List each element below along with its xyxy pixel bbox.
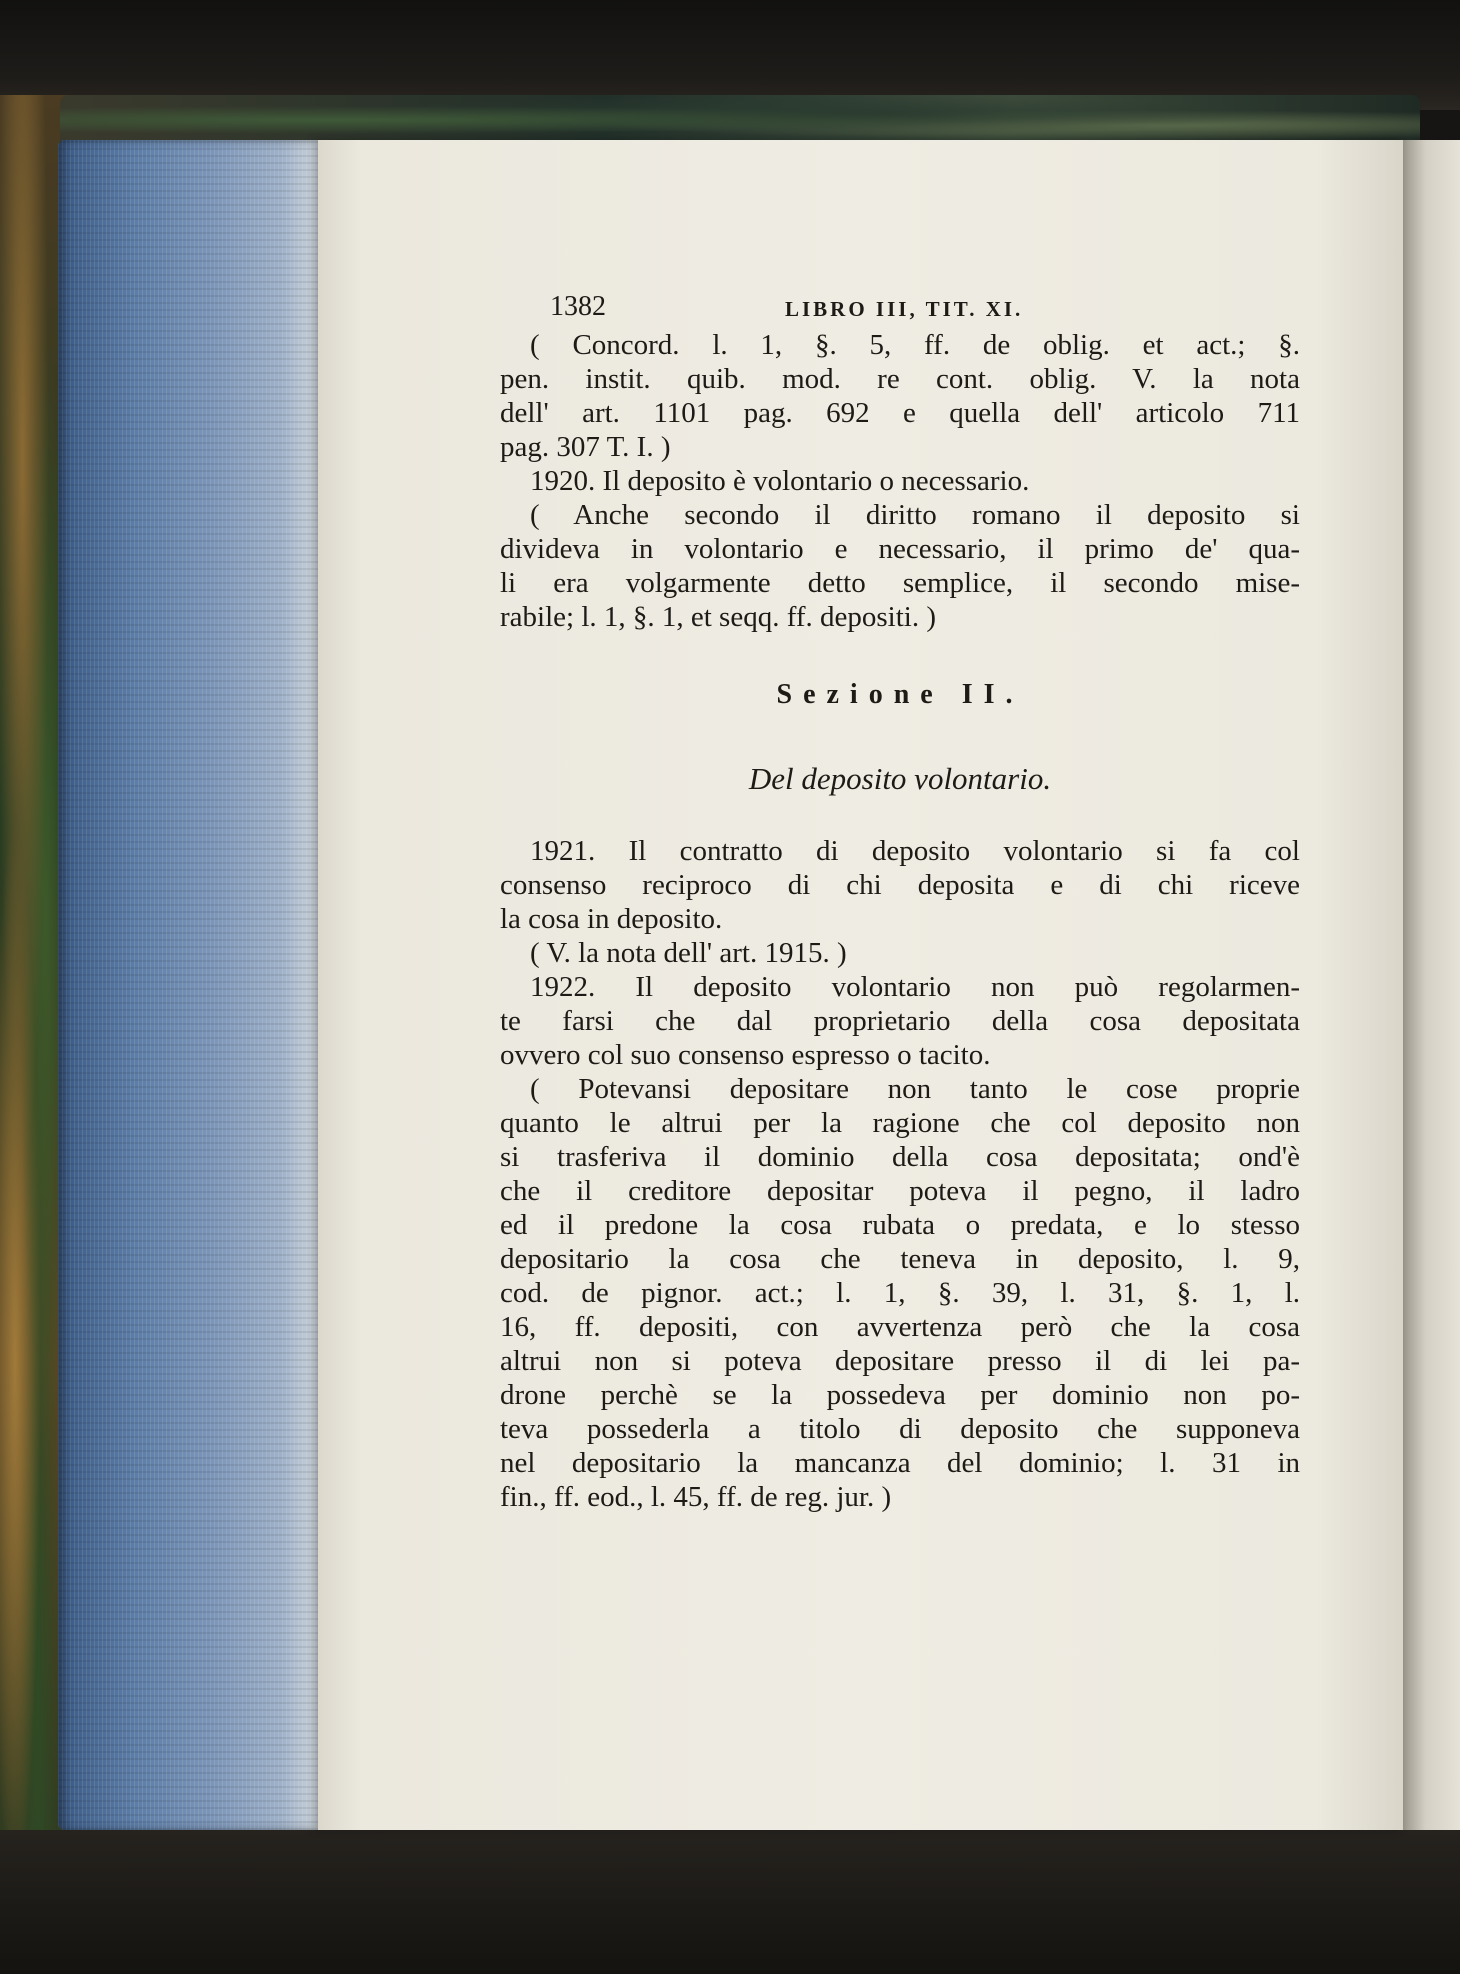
text-line: te farsi che dal proprietario della cosa depositata: [500, 1005, 1300, 1037]
paragraph-deposit-notes: [500, 1072, 1300, 1514]
facing-page-edge: [1403, 140, 1460, 1830]
text-line: 16, ff. depositi, con avvertenza però che la cosa: [500, 1311, 1300, 1343]
text-line: ( Anche secondo il diritto romano il deposito si: [530, 499, 1300, 531]
page-text: [500, 290, 1300, 1514]
text-line: 1921. Il contratto di deposito volontario si fa col: [530, 835, 1300, 867]
background-bottom: [0, 1830, 1460, 1974]
text-line: nel depositario la mancanza del dominio; l. 31 in: [500, 1447, 1300, 1479]
text-line: pag. 307 T. I. ): [500, 431, 671, 463]
text-line: dell' art. 1101 pag. 692 e quella dell' articolo 711: [500, 397, 1300, 429]
text-line: quanto le altrui per la ragione che col deposito non: [500, 1107, 1300, 1139]
text-line: ( Concord. l. 1, §. 5, ff. de oblig. et act.; §.: [530, 329, 1300, 361]
text-line: altrui non si poteva depositare presso il di lei pa-: [500, 1345, 1300, 1377]
text-line: consenso reciproco di chi deposita e di chi riceve: [500, 869, 1300, 901]
article-1921: [500, 834, 1300, 936]
article-1920: 1920. Il deposito è volontario o necessario.: [530, 465, 1030, 497]
running-head: [500, 290, 1300, 328]
text-line: 1922. Il deposito volontario non può regolarmen-: [530, 971, 1300, 1003]
text-line: ( Potevansi depositare non tanto le cose proprie: [530, 1073, 1300, 1105]
text-line: si trasferiva il dominio della cosa depositata; ond'è: [500, 1141, 1300, 1173]
text-line: cod. de pignor. act.; l. 1, §. 39, l. 31, §. 1, l.: [500, 1277, 1300, 1309]
text-line: rabile; l. 1, §. 1, et seqq. ff. depositi. ): [500, 601, 936, 633]
text-line: ed il predone la cosa rubata o predata, e lo stesso: [500, 1209, 1300, 1241]
text-line: pen. instit. quib. mod. re cont. oblig. V. la nota: [500, 363, 1300, 395]
text-line: divideva in volontario e necessario, il primo de' qua-: [500, 533, 1300, 565]
text-line: drone perchè se la possedeva per dominio non po-: [500, 1379, 1300, 1411]
running-head-title: LIBRO III, TIT. XI.: [785, 297, 1024, 321]
text-line: la cosa in deposito.: [500, 903, 723, 935]
text-line: ovvero col suo consenso espresso o tacito.: [500, 1039, 991, 1071]
page-number: 1382: [550, 291, 606, 322]
blue-page-edges: [58, 140, 320, 1830]
marbled-cover-top: [60, 95, 1420, 145]
note-1921: ( V. la nota dell' art. 1915. ): [530, 937, 847, 969]
background-top: [0, 0, 1460, 110]
section-subtitle: Del deposito volontario.: [748, 761, 1052, 796]
article-1922: [500, 970, 1300, 1072]
text-line: teva possederla a titolo di deposito che supponeva: [500, 1413, 1300, 1445]
text-line: depositario la cosa che teneva in deposito, l. 9,: [500, 1243, 1300, 1275]
section-title: Sezione II.: [776, 679, 1024, 710]
text-line: fin., ff. eod., l. 45, ff. de reg. jur. ): [500, 1481, 892, 1513]
paragraph-concordance: [500, 328, 1300, 464]
text-line: li era volgarmente detto semplice, il secondo mise-: [500, 567, 1300, 599]
text-line: che il creditore depositar poteva il pegno, il ladro: [500, 1175, 1300, 1207]
paragraph-roman-law: [500, 498, 1300, 634]
